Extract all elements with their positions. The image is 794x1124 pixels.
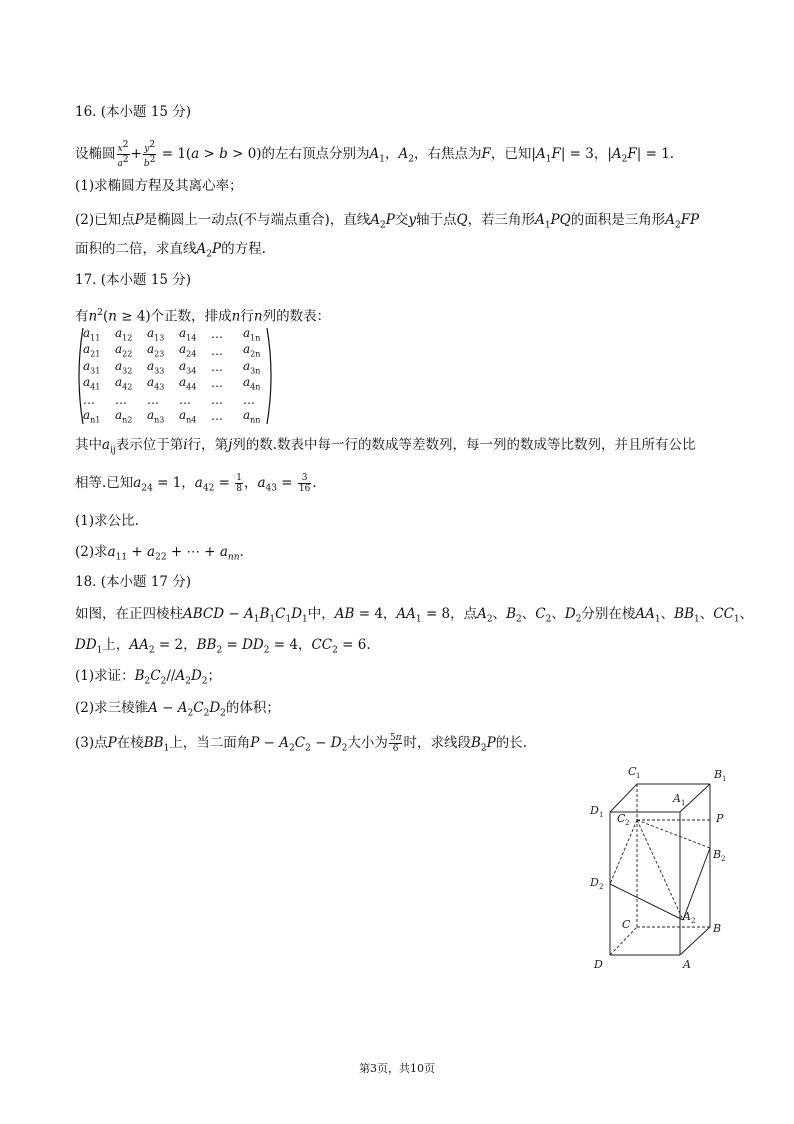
label-b1: B [714, 768, 723, 781]
q16-stem: 设椭圆 $\frac{x^2}{a^2}$ + $\frac{y^2}{b^2}$ = 1(a > b > 0)的左右顶点分别为$A_1$，$A_2$，右焦点为F，已知$|A_1F| = 3$，$|A_2F| = 1$. [75, 140, 675, 169]
q18-stem-cont: $DD_1$上，$AA_2 = 2$，$BB_2 = DD_2 = 4$，$CC_2 = 6$. [75, 637, 371, 656]
label-b: B [713, 922, 722, 935]
label-d1: D [590, 804, 599, 817]
q18-header: 18. (本小题 17 分) [75, 574, 192, 590]
q16-part1: (1)求椭圆方程及其离心率； [75, 178, 243, 194]
label-c1: C [628, 765, 637, 778]
q17-part2: (2)求$a_{11} + a_{22}$ + ⋯ + $a_{nn}$. [75, 544, 244, 563]
label-p: P [716, 812, 724, 825]
label-c: C [622, 918, 631, 931]
q18-stem: 如图，在正四棱柱ABCD − $A_1B_1C_1D_1$中，AB = 4，$AA_1 = 8$，点$A_2$、$B_2$、$C_2$、$D_2$分别在棱$AA_1$、$BB_1$、$CC_1$、 [75, 606, 754, 625]
label-c2: C [617, 812, 626, 825]
q17-desc: 其中$a_{ij}$表示位于第i行，第j列的数.数表中每一行的数成等差数列，每一列的数成等比数列，并且所有公比 [75, 437, 696, 456]
svg-text:1: 1 [599, 811, 604, 819]
q18-part1: (1)求证：$B_2C_2//A_2D_2$； [75, 668, 222, 687]
label-a1: A [673, 792, 681, 805]
number-matrix: $a_{11}$ $a_{12}$ $a_{13}$ $a_{14}$ … $a_{1n}$ $a_{21}$ $a_{22}$ $a_{23}$ $a_{24}$ … $a_{2n}$ $a_{31}$ $a_{32}$ $a_{33}$ $a_{34}$ … $a_{3n}$ $a_{41}$ $a_{42}$ $a_{43}$ $a_{44}$ … $a_{4n}$ … … … … … … $a_{n1}$ $a_{n2}$ $a_{n3}$ $a_{n4}$ … $a_{nn}$ [75, 326, 275, 426]
q16-part2-cont: 面积的二倍，求直线$A_2P$的方程. [75, 241, 266, 260]
q17-stem: 有$n^2(n \ge 4)$个正数，排成n行n列的数表： [75, 308, 331, 325]
q16-header: 16. (本小题 15 分) [75, 104, 192, 120]
label-b2: B [713, 848, 722, 861]
svg-text:2: 2 [721, 855, 726, 863]
svg-text:2: 2 [691, 917, 696, 925]
svg-text:1: 1 [722, 775, 727, 783]
page-footer: 第3页，共10页 [359, 1062, 435, 1075]
q17-header: 17. (本小题 15 分) [75, 272, 192, 288]
prism-figure [585, 760, 735, 980]
prism-diagram [585, 760, 735, 980]
q18-part2: (2)求三棱锥$A - A_2C_2D_2$的体积； [75, 700, 280, 719]
label-a2: A [683, 910, 691, 923]
label-a: A [683, 958, 691, 971]
q17-desc-cont: 相等.已知$a_{24} = 1$，$a_{42}$ = $\frac{1}{8}$ ，$a_{43}$ = $\frac{3}{16}$ . [75, 473, 317, 494]
label-d2: D [590, 876, 599, 889]
svg-text:2: 2 [599, 883, 604, 891]
svg-text:1: 1 [636, 772, 641, 780]
label-d: D [594, 958, 603, 971]
svg-text:1: 1 [681, 799, 686, 807]
q17-part1: (1)求公比. [75, 513, 139, 529]
q16-part2: (2)已知点P是椭圆上一动点(不与端点重合)，直线$A_2P$交y轴于点Q，若三角形$A_1PQ$的面积是三角形$A_2FP$ [75, 212, 700, 231]
q18-part3: (3)点P在棱$BB_1$上，当二面角$P - A_2C_2 - D_2$大小为 $\frac{5\pi}{6}$ 时，求线段$B_2P$的长. [75, 733, 528, 754]
svg-text:2: 2 [625, 819, 630, 827]
